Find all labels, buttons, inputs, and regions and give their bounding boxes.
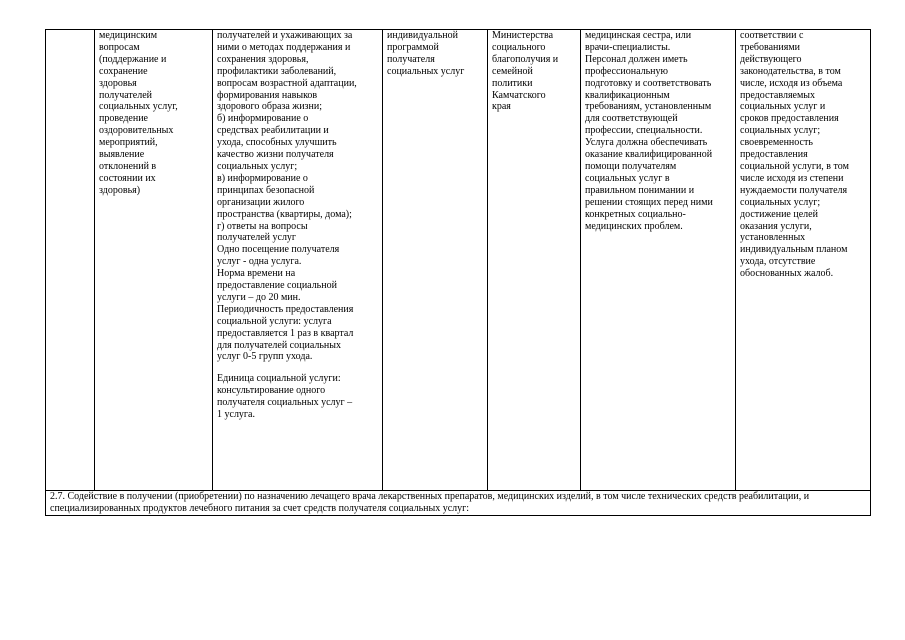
service-standards-table <box>45 29 871 516</box>
conditions-text: медицинская сестра, или врачи-специалисты. Персонал должен иметь профессиональную подготовку и соответствовать квалификационным требованиям, установленным для соответствующей профессии, специальности. Услуга должна обеспечивать оказание квалифицированной помощи получателям социальных услуг в правильном понимании и решении стоящих перед ними конкретных социально- медицинских проблем. <box>585 30 713 232</box>
service-term-text: индивидуальной программой получателя социальных услуг <box>387 30 465 77</box>
quality-indicators-cell <box>736 30 871 491</box>
tariff-text: Министерства социального благополучия и семейной политики Камчатского края <box>492 30 559 113</box>
row-number-cell <box>46 30 95 491</box>
service-name-text: медицинским вопросам (поддержание и сохранение здоровья получателей социальных услуг, проведение оздоровительных мероприятий, выявление отклонений в состоянии их здоровья) <box>99 30 178 196</box>
tariff-cell <box>488 30 581 491</box>
service-description-cell <box>213 30 383 491</box>
service-name-cell <box>95 30 213 491</box>
conditions-cell <box>581 30 736 491</box>
table-row <box>46 30 871 491</box>
service-term-cell <box>383 30 488 491</box>
service-description-text: получателей и ухаживающих за ними о методах поддержания и сохранения здоровья, профилактики заболеваний, вопросам возрастной адаптации, формирования навыков здорового образа жизни; б) информирование о средствах реабилитации и ухода, способных улучшить качество жизни получателя социальных услуг; в) информирование о принципах безопасной организации жилого пространства (квартиры, дома); г) ответы на вопросы получателей услуг Одно посещение получателя услуг - одна услуга. Норма времени на предоставление социальной услуги – до 20 мин. Периодичность предоставления социальной услуги: услуга предоставляется 1 раз в квартал для получателей социальных услуг 0-5 групп ухода. <box>217 30 357 363</box>
service-unit-text: Единица социальной услуги: консультирование одного получателя социальных услуг – 1 услуга. <box>217 373 353 421</box>
table-section-row <box>46 491 871 516</box>
section-heading-text: 2.7. Содействие в получении (приобретении) по назначению лечащего врача лекарственных препаратов, медицинских изделий, в том числе технических средств реабилитации, и специализированных продуктов лечебного питания за счет средств получателя социальных услуг: <box>50 491 810 514</box>
quality-indicators-text: соответствии с требованиями действующего законодательства, в том числе, исходя из объема предоставляемых социальных услуг и сроков предоставления социальных услуг; своевременность предоставления социальной услуги, в том числе исходя из степени нуждаемости получателя социальных услуг; достижение целей оказания услуги, установленных индивидуальным планом ухода, отсутствие обоснованных жалоб. <box>740 30 849 280</box>
section-heading-cell <box>46 491 871 516</box>
